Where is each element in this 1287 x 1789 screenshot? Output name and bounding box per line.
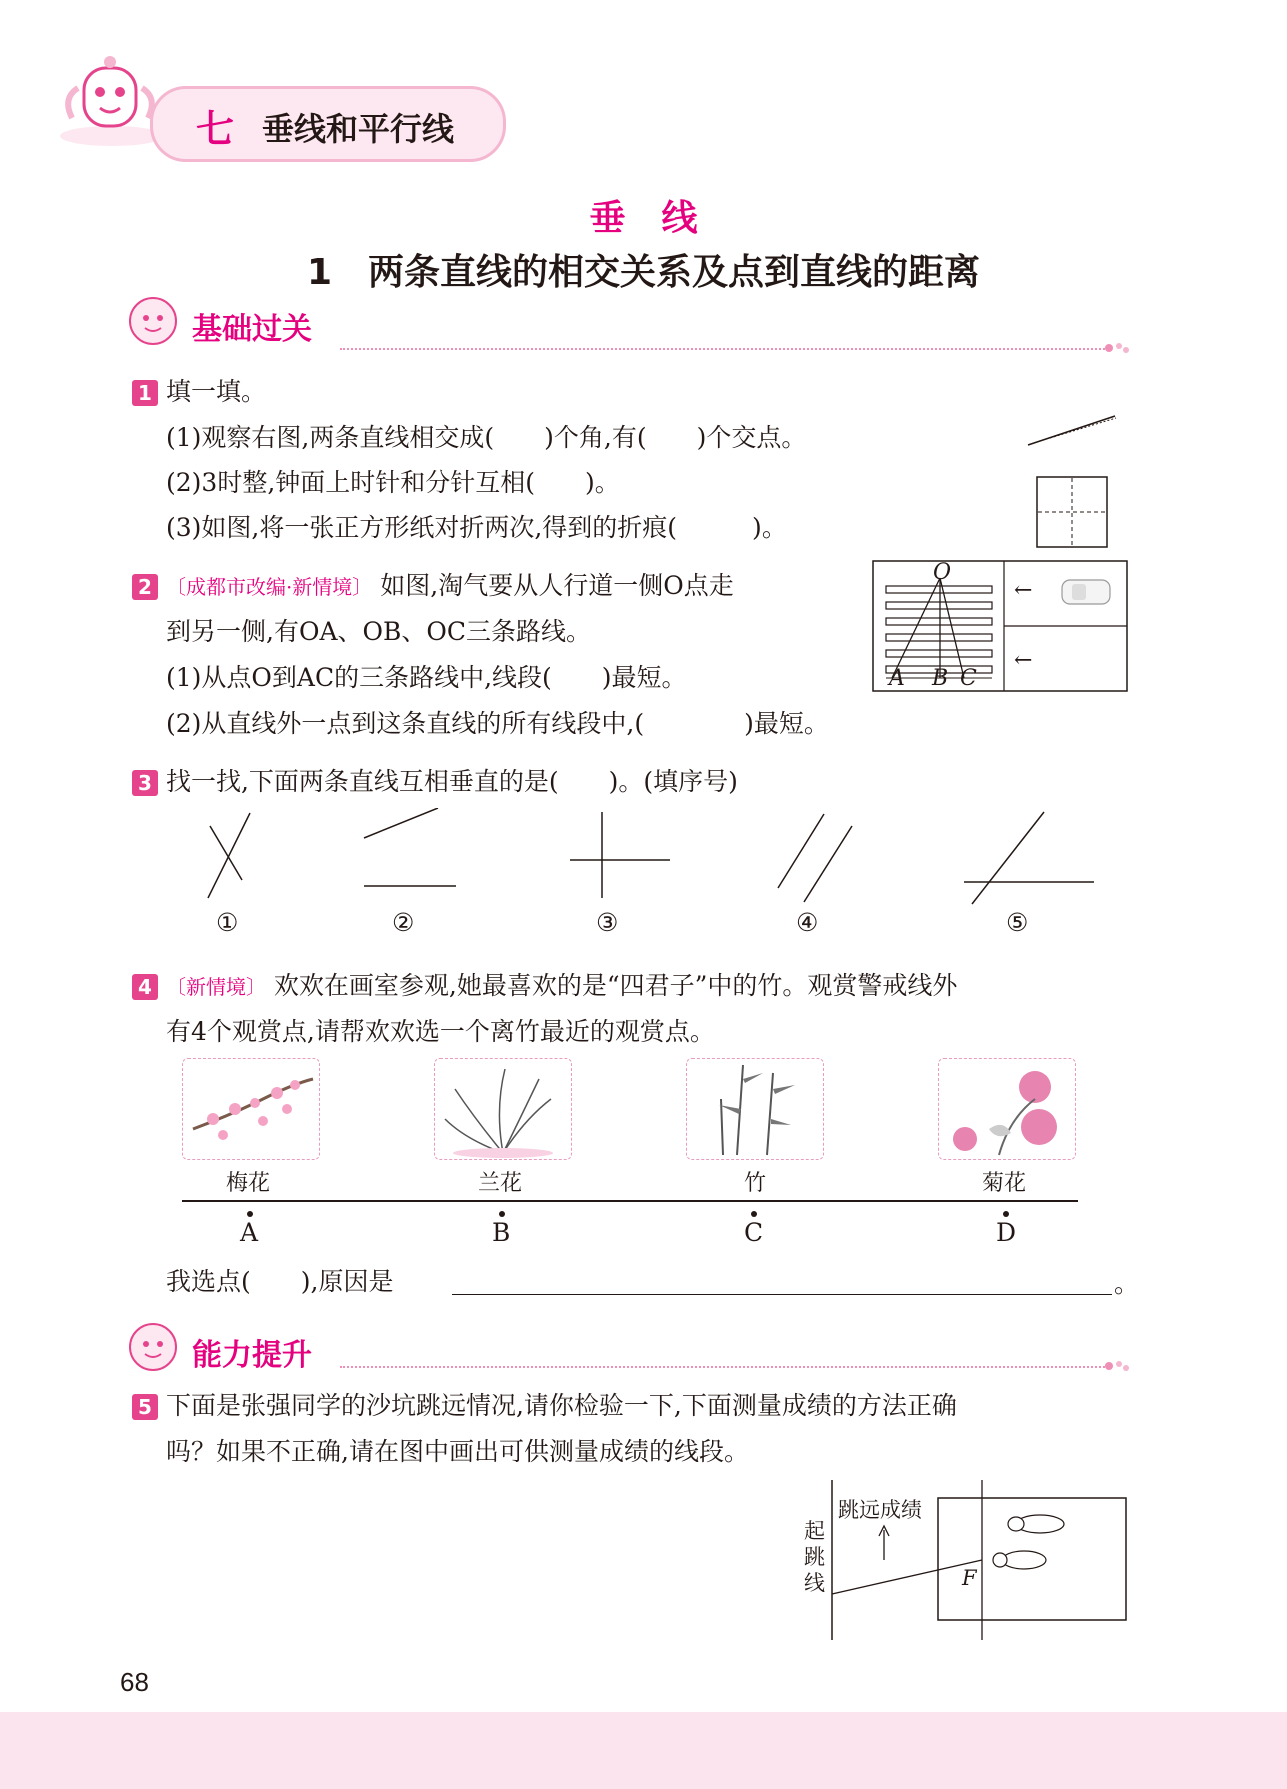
folded-paper-figure (1036, 476, 1108, 548)
painting-label-plum: 梅花 (226, 1171, 271, 1196)
section-title: 垂线 (589, 198, 734, 239)
q4-answer-line[interactable] (452, 1294, 1112, 1295)
point-a-label: A (889, 666, 905, 691)
q4-number: 4 (132, 974, 158, 1000)
q4-source: 〔新情境〕 (165, 975, 266, 999)
q2-item-2: (2)从直线外一点到这条直线的所有线段中,( )最短。 (166, 709, 829, 738)
q2-line2: 到另一侧,有OA、OB、OC三条路线。 (166, 617, 591, 646)
painting-label-orchid: 兰花 (478, 1171, 523, 1196)
option-2: ② (392, 908, 415, 937)
chapter-number: 七 (196, 107, 235, 151)
divider-dots-icon (1104, 340, 1130, 354)
q3-prompt (132, 762, 738, 798)
lesson-title: 1 两条直线的相交关系及点到直线的距离 (306, 252, 981, 293)
point-c-label: C (960, 666, 977, 691)
section-advanced-heading: 能力提升 (192, 1338, 312, 1373)
crosswalk-figure (872, 560, 1128, 692)
q2-prompt-text: 如图,淘气要从人行道一侧O点走 (380, 571, 734, 600)
point-b-label: B (932, 666, 949, 691)
point-b: B (492, 1218, 511, 1247)
option-1: ① (216, 908, 239, 937)
option-3: ③ (596, 908, 619, 937)
q5-prompt-text: 下面是张强同学的沙坑跳远情况,请你检验一下,下面测量成绩的方法正确 (165, 1391, 957, 1420)
divider (340, 1366, 1108, 1368)
q4-answer-prefix: 我选点( ),原因是 (166, 1267, 394, 1296)
takeoff-char-3: 线 (804, 1571, 825, 1595)
takeoff-char-1: 起 (804, 1519, 825, 1543)
point-a: A (240, 1218, 259, 1247)
q4-line2: 有4个观赏点,请帮欢欢选一个离竹最近的观赏点。 (166, 1017, 715, 1046)
q3-number: 3 (132, 770, 158, 796)
q4-prompt (132, 966, 957, 1002)
divider (340, 348, 1108, 350)
q1-prompt-text: 填一填。 (165, 377, 266, 406)
q1-item-3: (3)如图,将一张正方形纸对折两次,得到的折痕( )。 (166, 513, 787, 542)
painting-label-bamboo: 竹 (744, 1171, 767, 1196)
q1-number: 1 (132, 380, 158, 406)
page-number: 68 (120, 1667, 149, 1697)
car-icon (1062, 580, 1110, 604)
orchid-painting (434, 1058, 572, 1160)
q3-figures (180, 808, 1100, 908)
q2-source: 〔成都市改编·新情境〕 (165, 575, 373, 599)
takeoff-line-label (804, 1518, 828, 1596)
q4-answer-end: 。 (1114, 1269, 1140, 1298)
bamboo-painting (686, 1058, 824, 1160)
option-4: ④ (796, 908, 819, 937)
intersecting-lines-figure (1020, 410, 1120, 450)
q2-prompt (132, 566, 734, 602)
q3-prompt-text: 找一找,下面两条直线互相垂直的是( )。(填序号) (165, 767, 738, 796)
q2-number: 2 (132, 574, 158, 600)
q5-prompt (132, 1386, 957, 1422)
basic-avatar-icon (128, 296, 178, 346)
option-5: ⑤ (1006, 908, 1029, 937)
viewing-line (182, 1200, 1078, 1202)
q4-prompt-text: 欢欢在画室参观,她最喜欢的是“四君子”中的竹。观赏警戒线外 (273, 971, 958, 1000)
arrow-left-icon: ← (1014, 648, 1033, 673)
jump-result-label: 跳远成绩 (838, 1498, 922, 1522)
point-c: C (744, 1218, 764, 1247)
q5-line2: 吗？如果不正确,请在图中画出可供测量成绩的线段。 (166, 1437, 749, 1466)
chrysanthemum-painting (938, 1058, 1076, 1160)
arrow-left-icon: ← (1014, 578, 1033, 603)
q1-item-2: (2)3时整,钟面上时针和分针互相( )。 (166, 468, 620, 497)
viewing-point-dots (182, 1204, 1078, 1214)
takeoff-char-2: 跳 (804, 1545, 825, 1569)
q5-number: 5 (132, 1394, 158, 1420)
q1-prompt (132, 372, 266, 408)
q1-item-1: (1)观察右图,两条直线相交成( )个角,有( )个交点。 (166, 423, 807, 452)
q2-item-1: (1)从点O到AC的三条路线中,线段( )最短。 (166, 663, 687, 692)
point-o-label: O (933, 560, 952, 585)
point-f-label: F (962, 1566, 977, 1590)
point-d: D (996, 1218, 1017, 1247)
divider-dots-icon (1104, 1358, 1130, 1372)
chapter-title: 垂线和平行线 (262, 110, 455, 148)
painting-label-chrysanthemum: 菊花 (982, 1171, 1027, 1196)
advanced-avatar-icon (128, 1322, 178, 1372)
section-basic-heading: 基础过关 (192, 312, 312, 347)
plum-painting (182, 1058, 320, 1160)
footer-band (0, 1712, 1287, 1789)
